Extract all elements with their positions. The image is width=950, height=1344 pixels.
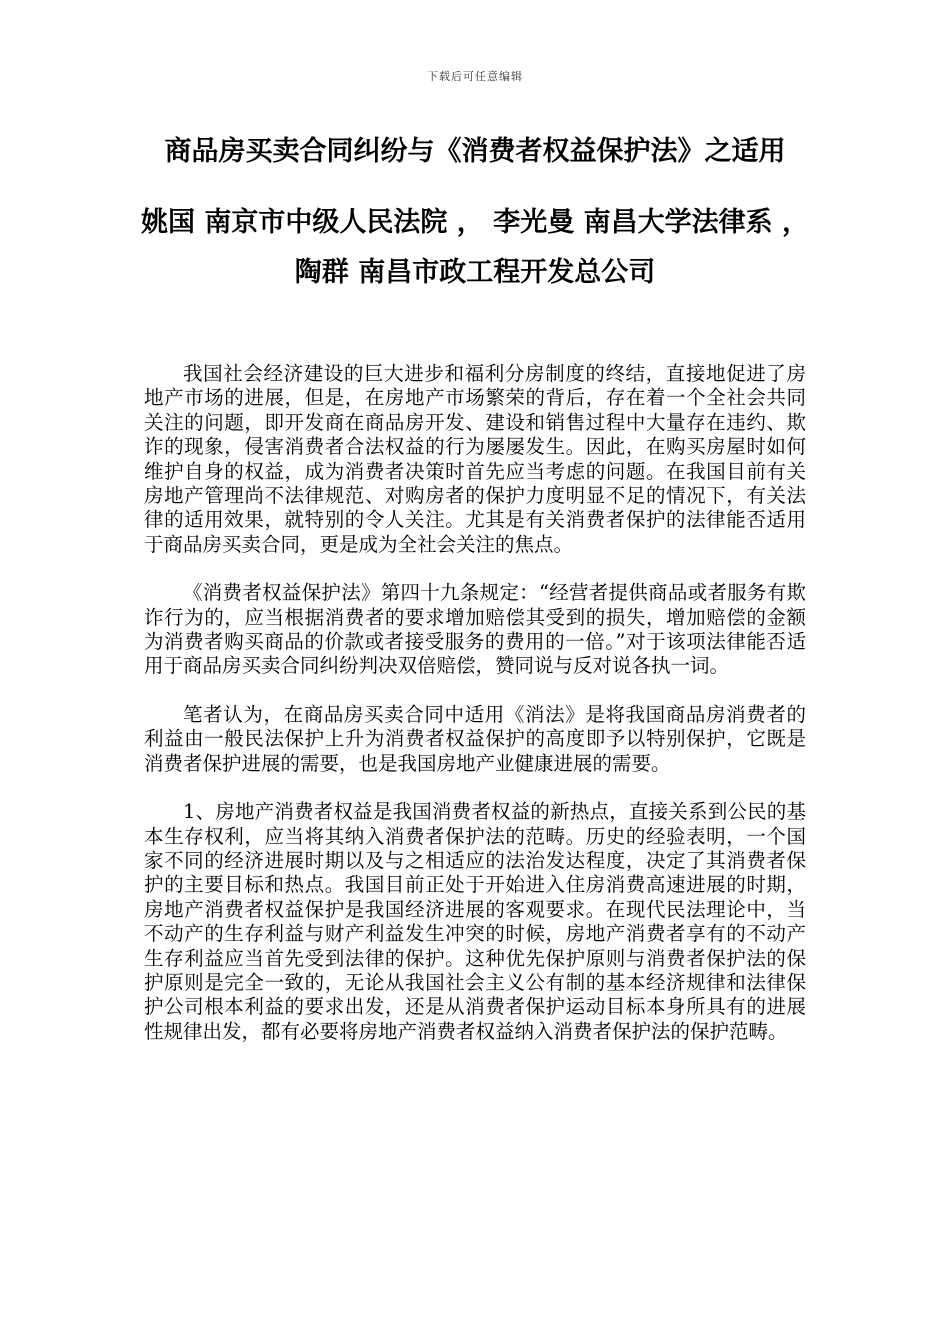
- paragraph: 1、房地产消费者权益是我国消费者权益的新热点，直接关系到公民的基本生存权利，应当将其纳入消费者保护法的范畴。历史的经验表明，一个国家不同的经济进展时期以及与之相适应的法治发达程度，决定了其消费者保护的主要目标和热点。我国目前正处于开始进入住房消费高速进展的时期，房地产消费者权益保护是我国经济进展的客观要求。在现代民法理论中，当不动产的生存利益与财产利益发生冲突的时候，房地产消费者享有的不动产生存利益应当首先受到法律的保护。这种优先保护原则与消费者保护法的保护原则是完全一致的，无论从我国社会主义公有制的基本经济规律和法律保护公司根本利益的要求出发，还是从消费者保护运动目标本身所具有的进展性规律出发，都有必要将房地产消费者权益纳入消费者保护法的保护范畴。: [144, 800, 806, 1043]
- header-note: 下载后可任意编辑: [427, 70, 523, 83]
- document-title: 商品房买卖合同纠纷与《消费者权益保护法》之适用: [164, 136, 786, 167]
- author-line: 姚国 南京市中级人民法院 ， 李光曼 南昌大学法律系 ， 陶群 南昌市政工程开发总公司: [141, 207, 809, 288]
- paragraph: 《消费者权益保护法》第四十九条规定：“经营者提供商品或者服务有欺诈行为的，应当根据消费者的要求增加赔偿其受到的损失，增加赔偿的金额为消费者购买商品的价款或者接受服务的费用的一倍。”对于该项法律能否适用于商品房买卖合同纠纷判决双倍赔偿，赞同说与反对说各执一词。: [144, 581, 806, 678]
- paragraph: 我国社会经济建设的巨大进步和福利分房制度的终结，直接地促进了房地产市场的进展，但是，在房地产市场繁荣的背后，存在着一个全社会共同关注的问题，即开发商在商品房开发、建设和销售过程中大量存在违约、欺诈的现象，侵害消费者合法权益的行为屡屡发生。因此，在购买房屋时如何维护自身的权益，成为消费者决策时首先应当考虑的问题。在我国目前有关房地产管理尚不法律规范、对购房者的保护力度明显不足的情况下，有关法律的适用效果，就特别的令人关注。尤其是有关消费者保护的法律能否适用于商品房买卖合同，更是成为全社会关注的焦点。: [144, 362, 806, 556]
- paragraph: 笔者认为，在商品房买卖合同中适用《消法》是将我国商品房消费者的利益由一般民法保护上升为消费者权益保护的高度即予以特别保护，它既是消费者保护进展的需要，也是我国房地产业健康进展的需要。: [144, 702, 806, 775]
- document-body: [144, 362, 806, 1068]
